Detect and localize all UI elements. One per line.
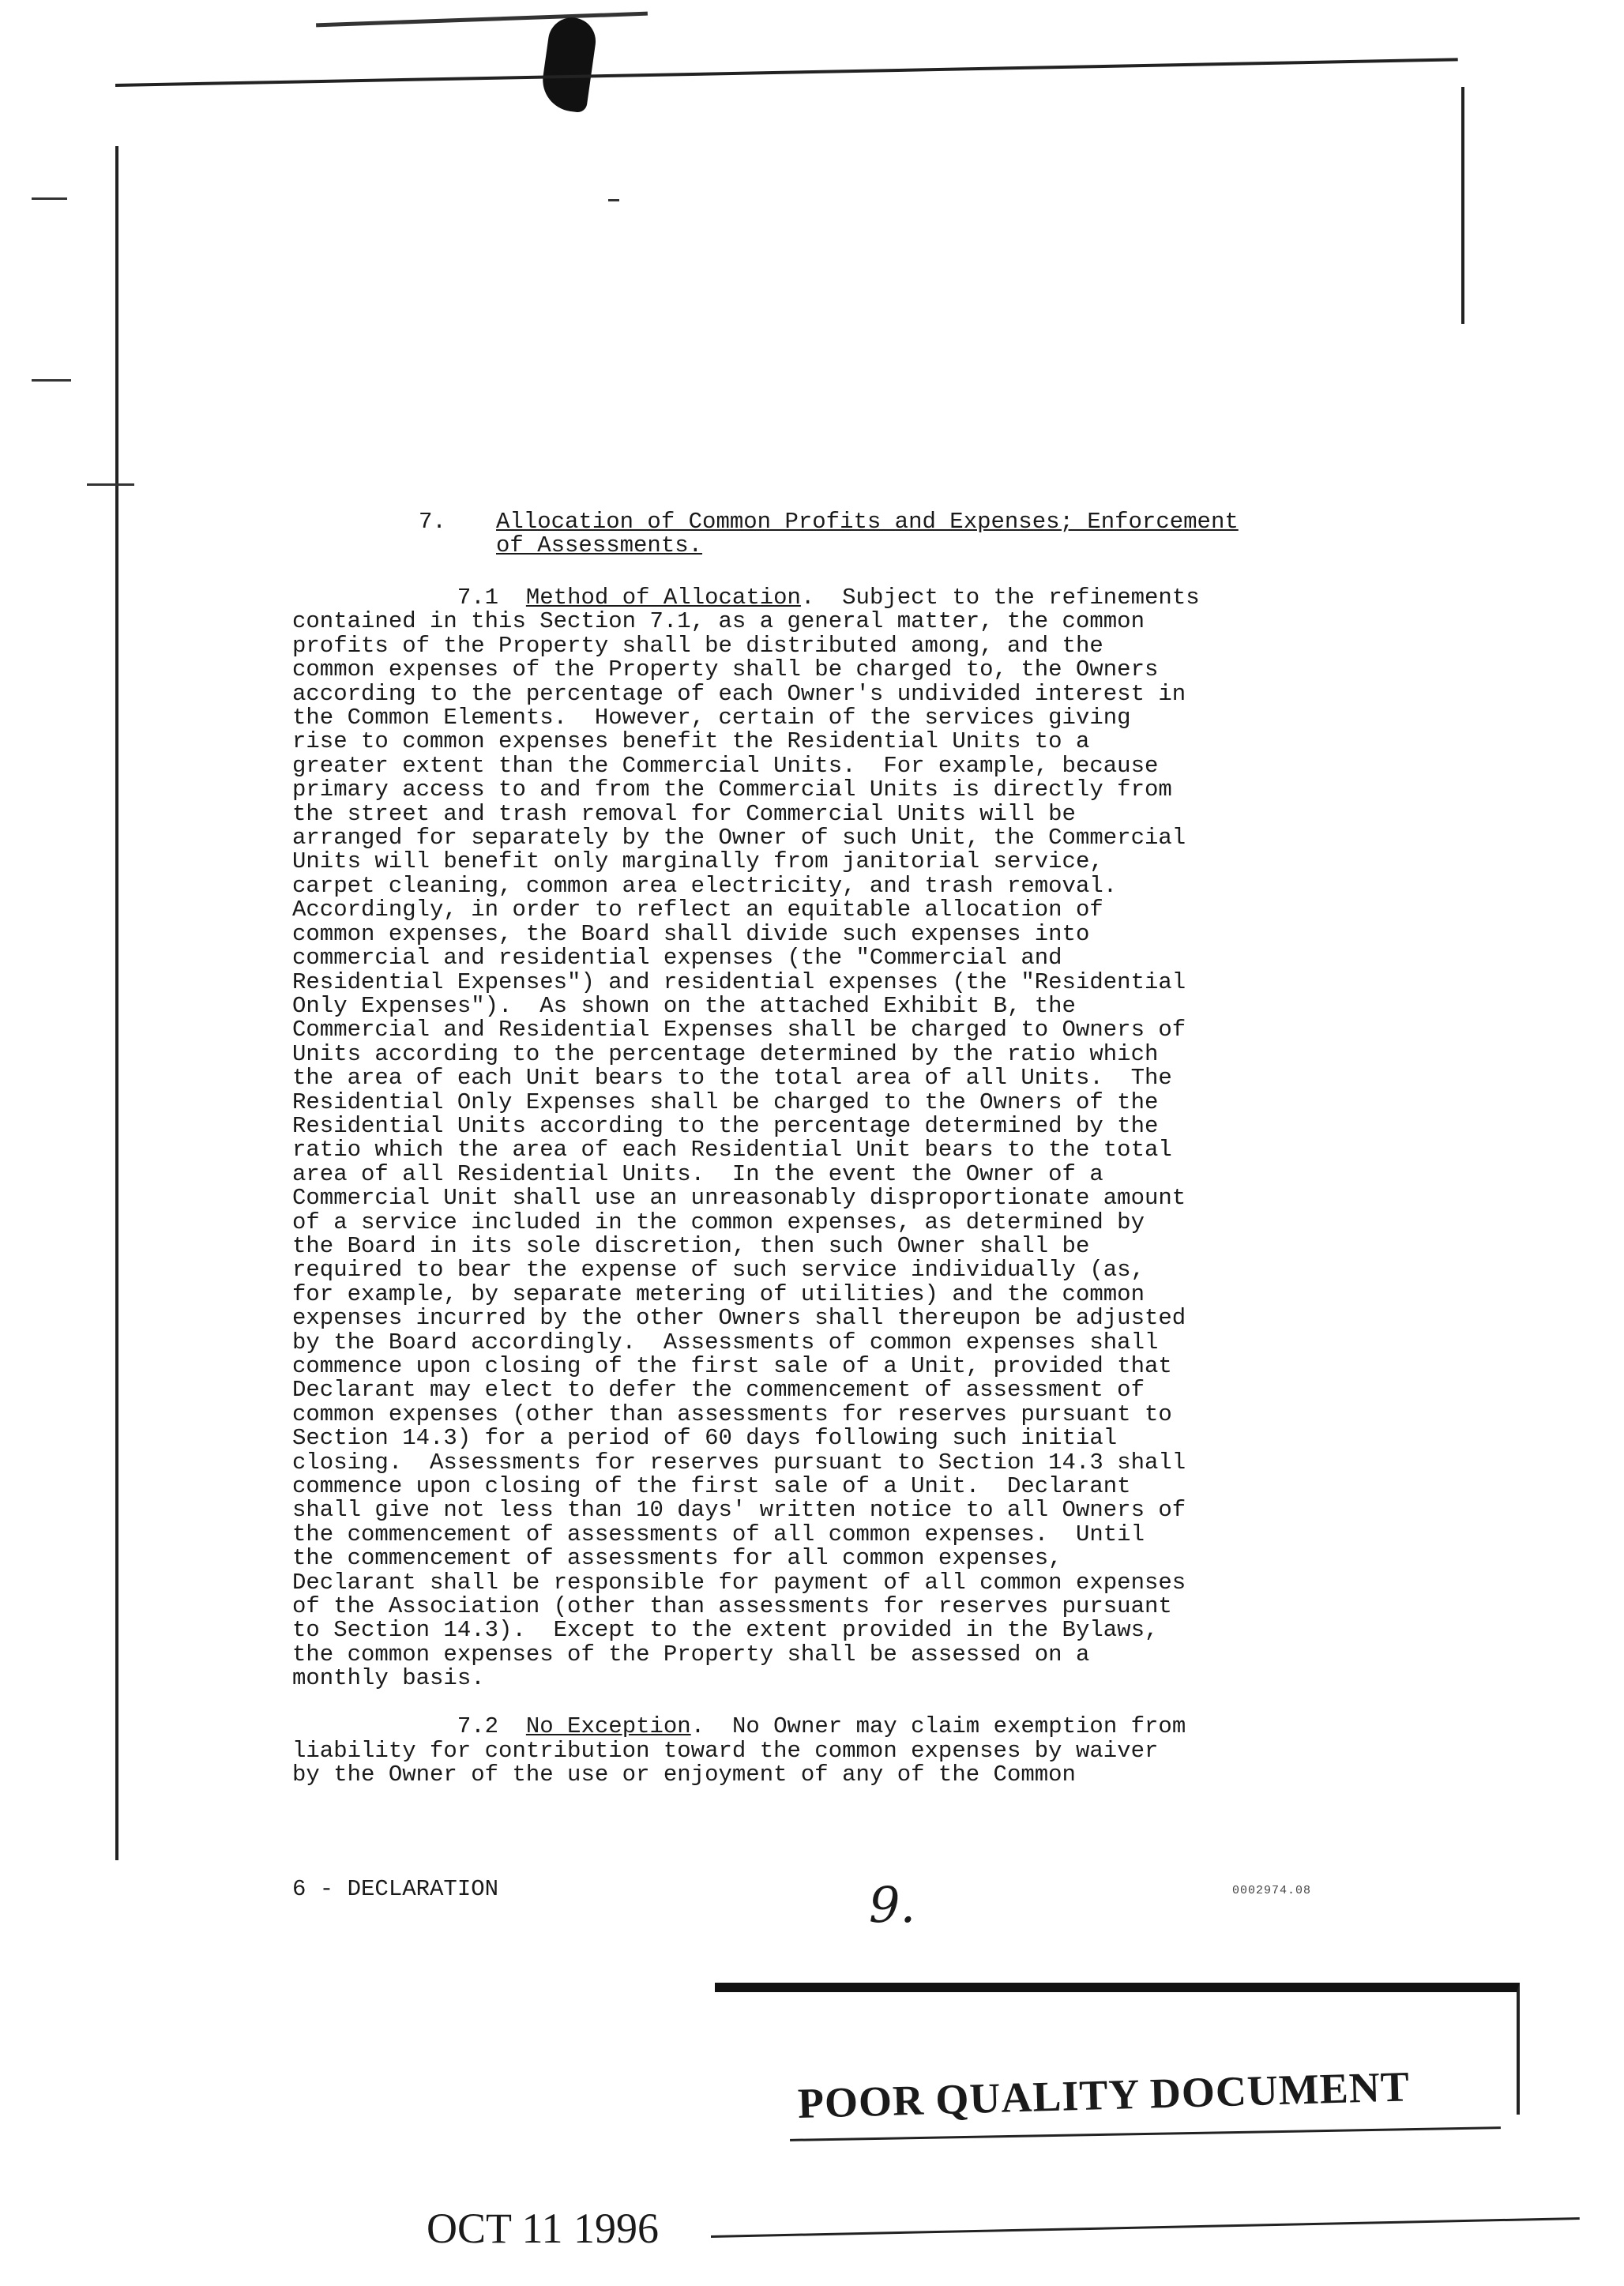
- subsection-label: 7.1: [457, 585, 499, 611]
- subsection-label: 7.2: [457, 1713, 499, 1740]
- subsection-text: No Owner may claim exemption from liability for contribution toward the common expenses by waiver by the Owner of the use or enjoyment of any of the Common: [292, 1713, 1186, 1788]
- handwritten-page-number: 9.: [869, 1876, 916, 1934]
- section-heading: [419, 509, 1239, 581]
- scan-edge-line: [316, 12, 648, 28]
- stamp-underline: [790, 2126, 1501, 2141]
- subsection-title: Method of Allocation: [525, 585, 801, 611]
- paragraph-7-1: 7.1 Method of Allocation. Subject to the refinements contained in this Section 7.1, as a general matter, the common profits of the Property shall be distributed among, and the common expenses of the Property shall be charged to, the Owners according to the percentage of each Owner's undivided interest in the Common Elements. However, certain of the services giving rise to common expenses benefit the Residential Units to a greater extent than the Commercial Units. For example, because primary access to and from the Commercial Units is directly from the street and trash removal for Commercial Units will be arranged for separately by the Owner of such Unit, the Commercial Units will benefit only marginally from janitorial service, carpet cleaning, common area electricity, and trash removal. Accordingly, in order to reflect an equitable allocation of common expenses, the Board shall divide such expenses into commercial and residential expenses (the "Commercial and Residential Expenses") and residential expenses (the "Residential Only Expenses"). As shown on the attached Exhibit B, the Commercial and Residential Expenses shall be charged to Owners of Units according to the percentage determined by the ratio which the area of each Unit bears to the total area of all Units. The Residential Only Expenses shall be charged to the Owners of the Residential Units according to the percentage determined by the ratio which the area of each Residential Unit bears to the total area of all Residential Units. In the event the Owner of a Commercial Unit shall use an unreasonably disproportionate amount of a service included in the common expenses, as determined by the Board in its sole discretion, then such Owner shall be required to bear the expense of such service individually (as, for example, by separate metering of utilities) and the common expenses incurred by the other Owners shall thereupon be adjusted by the Board accordingly. Assessments of common expenses shall commence upon closing of the first sale of a Unit, provided that Declarant may elect to defer the commencement of assessment of common expenses (other than assessments for reserves pursuant to Section 14.3) for a period of 60 days following such initial closing. Assessments for reserves pursuant to Section 14.3 shall commence upon closing of the first sale of a Unit. Declarant shall give not less than 10 days' written notice to all Owners of the commencement of assessments of all common expenses. Until the commencement of assessments for all common expenses, Declarant shall be responsible for payment of all common expenses of the Association (other than assessments for reserves pursuant to Section 14.3). Except to the extent provided in the Bylaws, the common expenses of the Property shall be assessed on a monthly basis.: [292, 585, 1200, 1692]
- page-frame-right: [1461, 87, 1464, 324]
- section-number: 7.: [419, 509, 446, 535]
- document-code: 0002974.08: [1232, 1884, 1312, 1897]
- margin-mark: [32, 197, 67, 200]
- margin-mark: [32, 379, 71, 382]
- bottom-rule: [711, 2217, 1580, 2238]
- paragraph-7-2: 7.2 No Exception. No Owner may claim exemption from liability for contribution toward the common expenses by waiver by the Owner of the use or enjoyment of any of the Common: [292, 1713, 1186, 1788]
- margin-mark: [87, 483, 134, 486]
- page-frame-top: [115, 58, 1458, 87]
- subsection-text: Subject to the refinements contained in this Section 7.1, as a general matter, the common profits of the Property shall be distributed among, and the common expenses of the Property shall be charged to, the Owners according to the percentage of each Owner's undivided interest in the Common Elements. However, certain of the services giving rise to common expenses benefit the Residential Units to a greater extent than the Commercial Units. For example, because primary access to and from the Commercial Units is directly from the street and trash removal for Commercial Units will be arranged for separately by the Owner of such Unit, the Commercial Units will benefit only marginally from janitorial service, carpet cleaning, common area electricity, and trash removal. Accordingly, in order to reflect an equitable allocation of common expenses, the Board shall divide such expenses into commercial and residential expenses (the "Commercial and Residential Expenses") and residential expenses (the "Residential Only Expenses"). As shown on the attached Exhibit B, the Commercial and Residential Expenses shall be charged to Owners of Units according to the percentage determined by the ratio which the area of each Unit bears to the total area of all Units. The Residential Only Expenses shall be charged to the Owners of the Residential Units according to the percentage determined by the ratio which the area of each Residential Unit bears to the total area of all Residential Units. In the event the Owner of a Commercial Unit shall use an unreasonably disproportionate amount of a service included in the common expenses, as determined by the Board in its sole discretion, then such Owner shall be required to bear the expense of such service individually (as, for example, by separate metering of utilities) and the common expenses incurred by the other Owners shall thereupon be adjusted by the Board accordingly. Assessments of common expenses shall commence upon closing of the first sale of a Unit, provided that Declarant may elect to defer the commencement of assessment of common expenses (other than assessments for reserves pursuant to Section 14.3) for a period of 60 days following such initial closing. Assessments for reserves pursuant to Section 14.3 shall commence upon closing of the first sale of a Unit. Declarant shall give not less than 10 days' written notice to all Owners of the commencement of assessments of all common expenses. Until the commencement of assessments for all common expenses, Declarant shall be responsible for payment of all common expenses of the Association (other than assessments for reserves pursuant to Section 14.3). Except to the extent provided in the Bylaws, the common expenses of the Property shall be assessed on a monthly basis.: [292, 585, 1200, 1692]
- document-body: [292, 586, 1366, 1787]
- poor-quality-stamp: POOR QUALITY DOCUMENT: [797, 2062, 1411, 2127]
- staple-mark: [539, 14, 599, 113]
- page-frame-left: [115, 146, 118, 1860]
- margin-mark: [608, 199, 619, 201]
- subsection-title: No Exception: [525, 1713, 691, 1740]
- section-title: Allocation of Common Profits and Expenses; Enforcement of Assessments.: [496, 509, 1239, 558]
- footer-page-label: 6 - DECLARATION: [292, 1876, 499, 1902]
- date-stamp: OCT 11 1996: [427, 2205, 660, 2252]
